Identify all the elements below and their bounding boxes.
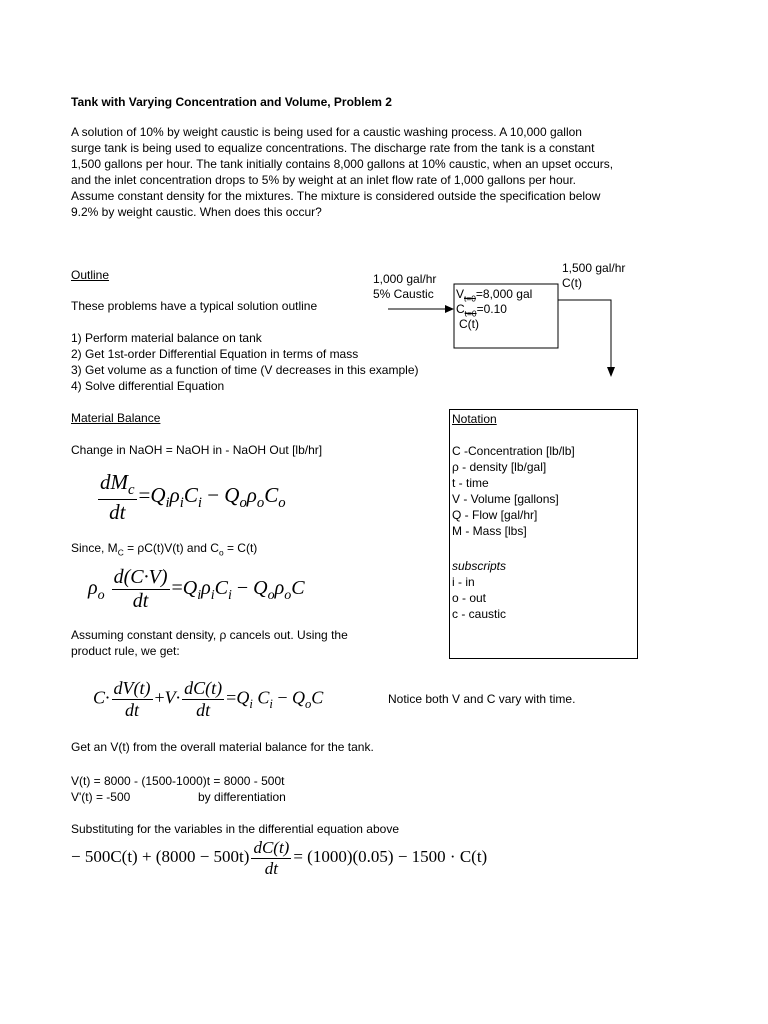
notation-item: ρ - density [lb/gal]: [452, 460, 547, 474]
outlet-flow-label: 1,500 gal/hr: [562, 261, 626, 275]
notation-item: V - Volume [gallons]: [452, 492, 559, 506]
assuming-line-2: product rule, we get:: [71, 644, 180, 658]
inlet-arrowhead: [445, 305, 454, 313]
subscripts-heading: subscripts: [452, 559, 507, 573]
problem-line: 9.2% by weight caustic. When does this occur?: [71, 205, 322, 219]
notation-item: Q - Flow [gal/hr]: [452, 508, 538, 522]
notation-item: M - Mass [lbs]: [452, 524, 527, 538]
material-balance-heading: Material Balance: [71, 411, 161, 425]
problem-line: 1,500 gallons per hour. The tank initially contains 8,000 gallons at 10% caustic, when an upset occurs,: [71, 157, 614, 171]
problem-line: Assume constant density for the mixtures. The mixture is considered outside the specification below: [71, 189, 601, 203]
inlet-conc-label: 5% Caustic: [373, 287, 434, 301]
equation-substituted: − 500C(t) + (8000 − 500t) $\frac{dC(t)}{dt}$ = (1000)(0.05) − 1500 · C(t): [71, 838, 488, 878]
subscript-item: c - caustic: [452, 607, 507, 621]
outline-step: 3) Get volume as a function of time (V decreases in this example): [71, 363, 419, 377]
page-title: Tank with Varying Concentration and Volume, Problem 2: [71, 95, 392, 109]
notation-heading: Notation: [452, 412, 497, 426]
outline-step: 1) Perform material balance on tank: [71, 331, 262, 345]
equation-product-rule: C· $\frac{dV(t)}{dt}$ +V· $\frac{dC(t)}{dt}$ $=Q_i$ $C_i - Q_oC$: [93, 678, 324, 720]
equation-density-form: $\rho_o$ $\frac{d(C\cdot V)}{dt}$ $=Q_i\rho_iC_i - Q_o\rho_oC$: [88, 566, 305, 612]
tank-initial-volume: $V_{t=0}=8,000$ gal: [456, 287, 533, 304]
notation-item: C -Concentration [lb/lb]: [452, 444, 575, 458]
tank-initial-conc: $C_{t=0}=0.10$: [456, 302, 507, 319]
get-v-line: Get an V(t) from the overall material balance for the tank.: [71, 740, 374, 754]
outline-step: 2) Get 1st-order Differential Equation in terms of mass: [71, 347, 359, 361]
problem-line: A solution of 10% by weight caustic is being used for a caustic washing process. A 10,000 gallon: [71, 125, 582, 139]
notice-note: Notice both V and C vary with time.: [388, 692, 576, 706]
outline-intro: These problems have a typical solution outline: [71, 299, 318, 313]
subscript-item: i - in: [452, 575, 475, 589]
change-in-naoh: Change in NaOH = NaOH in - NaOH Out [lb/hr]: [71, 443, 323, 457]
outlet-pipe: [558, 300, 611, 369]
assuming-line-1: Assuming constant density, ρ cancels out. Using the: [71, 628, 348, 642]
outline-step: 4) Solve differential Equation: [71, 379, 225, 393]
problem-line: and the inlet concentration drops to 5% by weight at an inlet flow rate of 1,000 gallons per hour.: [71, 173, 576, 187]
tank-conc-t: C(t): [459, 317, 479, 331]
outlet-conc-label: C(t): [562, 276, 582, 290]
subscript-item: o - out: [452, 591, 487, 605]
v-prime-note: by differentiation: [198, 790, 286, 804]
v-prime: V'(t) = -500: [71, 790, 131, 804]
since-line: Since, $M_C = \rho C(t)V(t)$ and $C_o = C(t)$: [71, 541, 258, 558]
outlet-arrowhead: [607, 367, 615, 377]
inlet-flow-label: 1,000 gal/hr: [373, 272, 437, 286]
outline-heading: Outline: [71, 268, 110, 282]
problem-line: surge tank is being used to equalize concentrations. The discharge rate from the tank is a constant: [71, 141, 595, 155]
notation-box: [449, 409, 638, 659]
substituting-line: Substituting for the variables in the differential equation above: [71, 822, 399, 836]
notation-item: t - time: [452, 476, 489, 490]
v-of-t: V(t) = 8000 - (1500-1000)t = 8000 - 500t: [71, 774, 285, 788]
equation-mass-balance: $\frac{dM_c}{dt}$ $=Q_i\rho_iC_i - Q_o\rho_oC_o$: [100, 470, 286, 525]
